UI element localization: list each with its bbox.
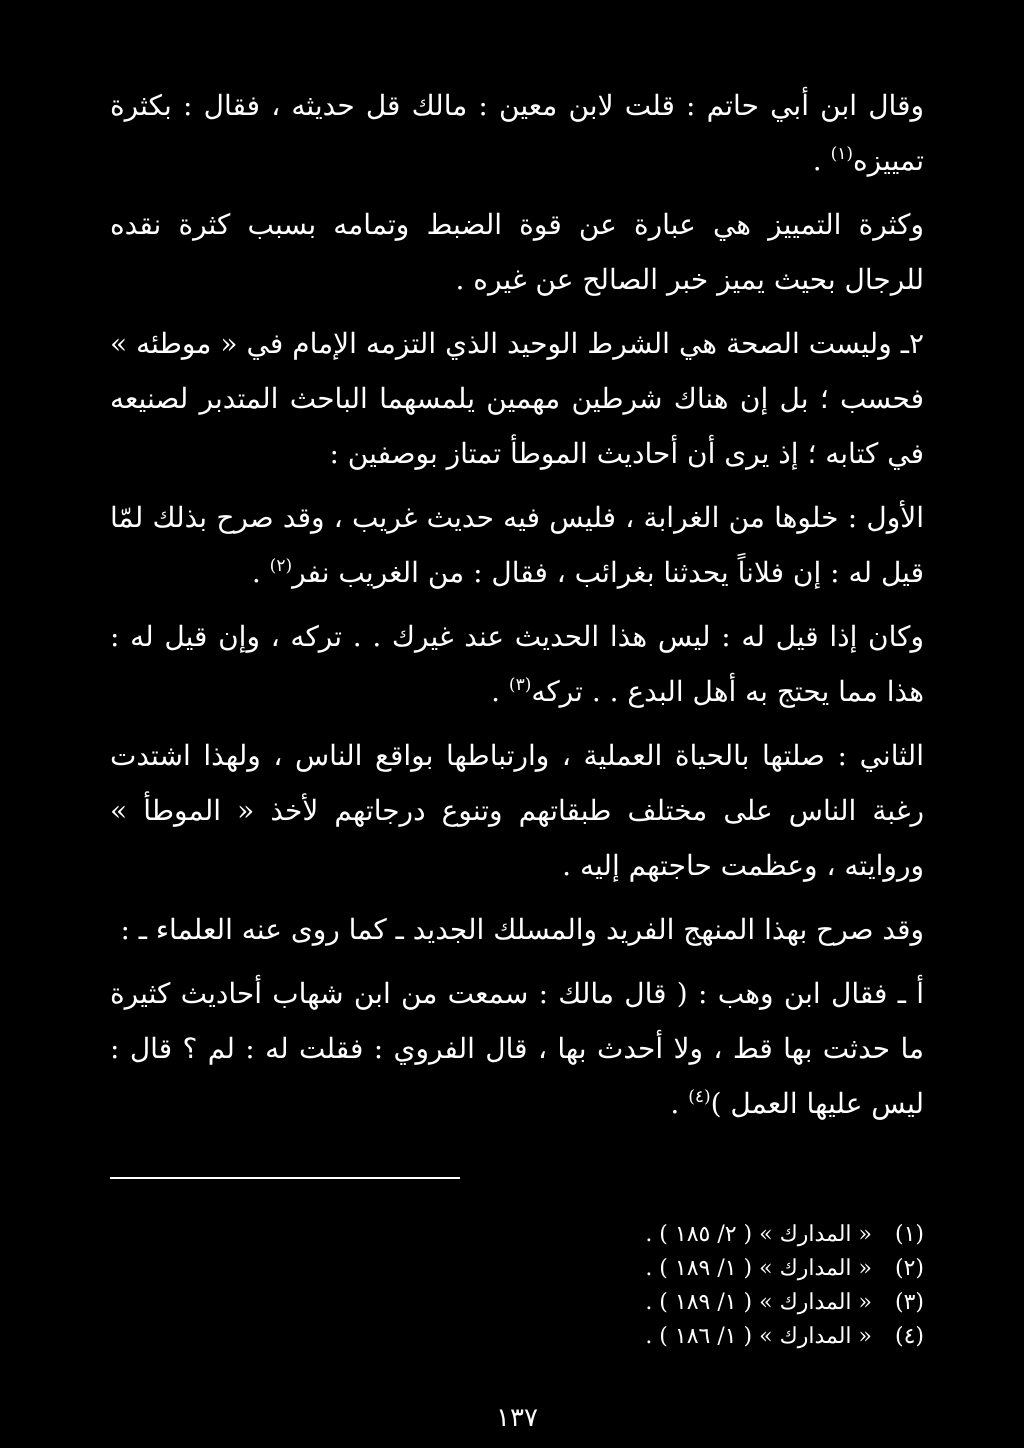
paragraph-tail: . [491,675,509,708]
footnote-number: (١) [894,1222,924,1247]
paragraph-tail: . [670,1087,689,1120]
paragraph-ibn-wahb [110,966,924,1131]
footnote-text: « المدارك » ( ١/ ١٨٦ ) . [645,1324,872,1349]
footnote-separator [110,1177,460,1179]
paragraph-second-quality [110,728,924,893]
footnote-reference: (٤) [688,1087,711,1107]
footnote-number: (٣) [894,1290,924,1315]
footnote-text: « المدارك » ( ١/ ١٨٩ ) . [645,1256,872,1281]
paragraph-text: الأول : خلوها من الغرابة ، فليس فيه حديث غريب ، وقد صرح بذلك لمّا قيل له : إن فلاناً يحدثنا بغرائب ، فقال : من الغريب نفر [110,501,924,589]
footnote-item [645,1218,924,1252]
footnote-number: (٢) [894,1256,924,1281]
footnote-item [645,1252,924,1286]
paragraph-text: ٢ـ وليست الصحة هي الشرط الوحيد الذي التزمه الإمام في « موطئه » فحسب ؛ بل إن هناك شرطين مهمين يلمسهما الباحث المتدبر لصنيعه في كتابه ؛ إذ يرى أن أحاديث الموطأ تمتاز بوصفين : [110,327,924,470]
paragraph-text: وقد صرح بهذا المنهج الفريد والمسلك الجديد ـ كما روى عنه العلماء ـ : [120,913,924,946]
paragraph-tail: . [812,144,831,177]
paragraph-text: وكان إذا قيل له : ليس هذا الحديث عند غيرك . . تركه ، وإن قيل له : هذا مما يحتج به أهل البدع . . تركه [110,620,924,708]
footnote-reference: (٢) [269,556,293,576]
footnote-number: (٤) [894,1324,924,1349]
footnote-text: « المدارك » ( ٢/ ١٨٥ ) . [645,1222,872,1247]
paragraph-method [110,902,924,957]
footnote-reference: (١) [830,144,853,164]
paragraph-tamyiz [110,197,924,307]
footnote-text: « المدارك » ( ١/ ١٨٩ ) . [645,1290,872,1315]
paragraph-text: وكثرة التمييز هي عبارة عن قوة الضبط وتمامه بسبب كثرة نقده للرجال بحيث يميز خبر الصالح عن غيره . [110,208,924,296]
paragraph-point-two [110,316,924,481]
paragraph-text: وقال ابن أبي حاتم : قلت لابن معين : مالك قل حديثه ، فقال : بكثرة تمييزه [110,89,924,177]
footnotes-list [645,1218,924,1354]
paragraph-text: الثاني : صلتها بالحياة العملية ، وارتباطها بواقع الناس ، ولهذا اشتدت رغبة الناس على مختلف طبقاتهم وتنوع درجاتهم لأخذ « الموطأ » وروايته ، وعظمت حاجتهم إليه . [110,739,924,882]
footnote-item [645,1320,924,1354]
paragraph-tail: . [251,556,270,589]
footnote-item [645,1286,924,1320]
book-page [110,78,924,1448]
footnote-reference: (٣) [508,675,532,695]
paragraph-rejection [110,609,924,719]
paragraph-ibn-abi-hatim [110,78,924,188]
paragraph-first-quality [110,490,924,600]
page-number: ١٣٧ [496,1403,538,1433]
paragraph-text: أ ـ فقال ابن وهب : ( قال مالك : سمعت من ابن شهاب أحاديث كثيرة ما حدثت بها قط ، ولا أحدث بها ، قال الفروي : فقلت له : لم ؟ قال : ليس عليها العمل ) [110,977,924,1120]
